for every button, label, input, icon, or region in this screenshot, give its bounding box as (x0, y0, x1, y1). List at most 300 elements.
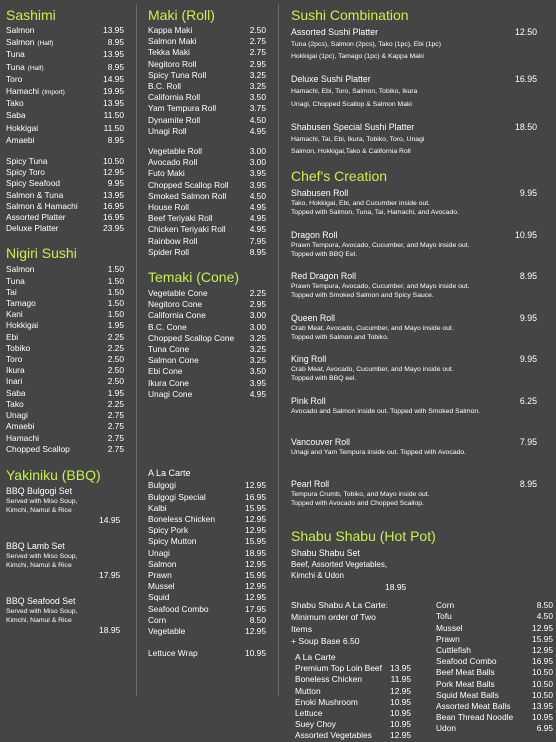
item-name: Suey Choy (295, 719, 336, 730)
menu-item (6, 399, 124, 410)
item-name: Deluxe Sushi Platter (291, 74, 371, 85)
menu-item (6, 410, 124, 421)
item-name: Chopped Scallop Roll (148, 179, 229, 190)
bbq-set (6, 596, 124, 636)
bbq-set (6, 541, 124, 581)
menu-item (148, 570, 266, 581)
item-price: 1.95 (107, 387, 124, 398)
item-name: King Roll (291, 354, 327, 365)
chef-roll-desc: Tako, Hokkigai, Ebi, and Cucumber inside out. (291, 200, 431, 208)
item-name: Toro (6, 354, 23, 365)
item-price: 1.50 (107, 286, 124, 297)
sashimi-list-2 (6, 156, 124, 234)
combo-desc: Unagi, Chopped Scallop & Salmon Maki (291, 100, 412, 108)
chef-roll-header (291, 436, 537, 448)
menu-item (6, 264, 124, 275)
item-price: 2.25 (107, 398, 124, 409)
item-name: Premium Top Loin Beef (295, 663, 382, 674)
shabu-alacarte-line: Minimum order of Two (291, 612, 376, 623)
item-name: Boneless Chicken (148, 513, 216, 524)
menu-item (6, 298, 124, 309)
section-title-yakiniku: Yakiniku (BBQ) (6, 466, 101, 483)
chef-roll-item (291, 353, 537, 395)
item-name: Squid Meat Balls (436, 689, 499, 700)
chef-roll-desc: Topped with BBQ Eel. (291, 250, 358, 258)
column-middle (148, 0, 266, 659)
shabu-alacarte-left (291, 599, 431, 741)
menu-item (6, 178, 124, 189)
menu-item (148, 389, 266, 400)
item-price: 12.95 (245, 480, 266, 491)
menu-item (295, 719, 411, 730)
item-price: 3.00 (249, 146, 266, 157)
item-price: 19.95 (103, 86, 124, 97)
item-price: 2.50 (249, 25, 266, 35)
item-price: 3.50 (249, 92, 266, 103)
item-price: 4.50 (249, 114, 266, 125)
item-name: Vancouver Roll (291, 437, 351, 448)
item-name: Smoked Salmon Roll (148, 190, 227, 201)
item-name: Udon (436, 723, 457, 734)
item-name: Salmon Maki (148, 36, 197, 47)
column-divider (136, 4, 137, 696)
menu-item (6, 110, 124, 122)
shabu-set-name: Shabu Shabu Set (291, 548, 360, 559)
item-name: Mutton (295, 685, 321, 696)
item-price: 1.95 (107, 320, 124, 331)
menu-item (148, 514, 266, 525)
item-price: 15.95 (245, 502, 266, 513)
item-name: Tuna (6, 49, 25, 60)
item-name: Vegetable Cone (148, 288, 208, 299)
menu-item (6, 86, 124, 98)
item-name: Toro (6, 73, 23, 84)
item-name: Bulgogi (148, 480, 176, 491)
bbq-set-desc: Kimchi, Namul & Rice (6, 561, 72, 569)
item-price: 8.95 (519, 271, 537, 282)
item-name: Inari (6, 376, 23, 387)
item-name: Yam Tempura Roll (148, 103, 217, 114)
section-title-maki: Maki (Roll) (148, 7, 215, 23)
item-price: 12.95 (245, 558, 266, 569)
item-name: Unagi (148, 547, 170, 558)
item-name: Chopped Scallop (6, 443, 70, 454)
item-price: 18.95 (245, 547, 266, 558)
item-price: 2.75 (107, 432, 124, 443)
section-title-sashimi: Sashimi (6, 7, 56, 23)
column-right (291, 0, 553, 741)
alacarte-list (148, 480, 266, 637)
menu-item (148, 70, 266, 81)
item-name: Enoki Mushroom (295, 696, 358, 707)
menu-item (6, 135, 124, 147)
chef-roll-item (291, 395, 537, 437)
shabu-alacarte-line: Items (291, 624, 313, 635)
item-name: Assorted Platter (6, 212, 66, 223)
item-price: 9.95 (519, 312, 537, 323)
item-price: 3.00 (249, 310, 266, 321)
menu-item (6, 354, 124, 365)
menu-item (148, 191, 266, 202)
menu-item (295, 686, 411, 697)
menu-item (6, 444, 124, 455)
item-name: Vegetable Roll (148, 146, 203, 157)
item-name: Chopped Scallop Cone (148, 332, 235, 343)
menu-item (6, 212, 124, 223)
item-price: 16.95 (514, 74, 537, 85)
menu-item (6, 320, 124, 331)
menu-item (6, 365, 124, 376)
item-name: Assorted Sushi Platter (291, 27, 379, 37)
item-name: Queen Roll (291, 312, 336, 323)
chef-roll-header (291, 312, 537, 324)
item-name: Tuna Cone (148, 344, 190, 355)
item-name: Chicken Teriyaki Roll (148, 224, 226, 235)
bbq-set-desc: Served with Miso Soup, (6, 552, 78, 560)
item-name: Bean Thread Noodle (436, 712, 514, 723)
item-name: Tofu (436, 611, 452, 622)
item-name: Spicy Mutton (148, 536, 197, 547)
menu-item (148, 333, 266, 344)
menu-item (6, 49, 124, 61)
menu-item (6, 388, 124, 399)
item-name: California Roll (148, 92, 201, 103)
menu-item (148, 81, 266, 92)
item-price: 3.25 (249, 332, 266, 343)
menu-item (6, 287, 124, 298)
bbq-set (6, 486, 124, 526)
item-name: Ebi Cone (148, 366, 183, 377)
item-name: Prawn (148, 569, 172, 580)
menu-item (148, 548, 266, 559)
item-price: 3.95 (249, 168, 266, 179)
item-price: 2.25 (107, 342, 124, 353)
item-price: 2.75 (107, 421, 124, 432)
menu-item (295, 730, 411, 741)
shabu-right-list (436, 600, 553, 734)
menu-item (148, 103, 266, 114)
item-price: 3.25 (249, 81, 266, 92)
item-name: Tai (6, 286, 17, 297)
item-price: 10.95 (390, 696, 411, 707)
combo-header (291, 121, 537, 133)
menu-item (148, 310, 266, 321)
chef-roll-item (291, 312, 537, 354)
item-name: Salmon (6, 25, 35, 35)
sashimi-list (6, 25, 124, 147)
menu-item (148, 180, 266, 191)
item-name: Corn (148, 614, 167, 625)
item-price: 2.25 (107, 331, 124, 342)
chef-roll-item (291, 478, 537, 520)
bbq-set-name: BBQ Bulgogi Set (6, 485, 73, 496)
shabu-set-desc: Kimchi & Udon (291, 571, 344, 581)
item-price: 1.50 (107, 264, 124, 275)
item-price: 10.95 (532, 712, 553, 723)
item-name: Tekka Maki (148, 47, 190, 58)
menu-item (6, 421, 124, 432)
item-name: Spicy Tuna (6, 156, 48, 167)
item-name: Bulgogi Special (148, 491, 206, 502)
combo-header (291, 73, 537, 85)
menu-item (6, 98, 124, 110)
item-price: 11.50 (103, 110, 124, 121)
bbq-set-name: BBQ Lamb Set (6, 540, 65, 551)
item-name: California Cone (148, 310, 206, 321)
chef-roll-desc: Topped with Avocado and Chopped Scallop. (291, 499, 424, 507)
item-name: House Roll (148, 202, 189, 213)
item-name: Assorted Meat Balls (436, 701, 511, 712)
item-price: 16.95 (245, 491, 266, 502)
chef-roll-desc: Unagi and Yam Tempura inside out. Topped with Avocado. (291, 449, 467, 457)
menu-item (6, 62, 124, 74)
menu-item (148, 366, 266, 377)
item-price: 4.50 (536, 611, 553, 622)
item-price: 6.25 (519, 395, 537, 406)
menu-item (148, 480, 266, 491)
item-price: 8.95 (249, 246, 266, 257)
item-name: Tako (6, 98, 24, 109)
item-price: 13.95 (390, 663, 411, 674)
menu-item (436, 712, 553, 723)
item-name: Spicy Toro (6, 167, 45, 178)
menu-item (148, 503, 266, 514)
item-price: 2.75 (249, 36, 266, 47)
combo-desc: Tuna (2pcs), Salmon (2pcs), Tako (1pc), Ebi (1pc) (291, 41, 441, 48)
menu-item (436, 679, 553, 690)
item-name: Spicy Tuna Roll (148, 69, 207, 80)
item-price: 11.50 (103, 122, 124, 133)
item-name: Vegetable (148, 625, 186, 636)
menu-item (6, 74, 124, 86)
item-price: 15.95 (245, 536, 266, 547)
menu-item (148, 322, 266, 333)
bbq-set-desc: Kimchi, Namul & Rice (6, 506, 72, 514)
bbq-set-name: BBQ Seafood Set (6, 595, 76, 606)
item-name: Saba (6, 387, 26, 398)
combo-header (291, 26, 537, 38)
item-name: Boneless Chicken (295, 674, 363, 685)
item-price: 10.50 (103, 156, 124, 167)
menu-item (148, 157, 266, 168)
item-price: 12.95 (103, 167, 124, 178)
bbq-set-desc: Served with Miso Soup, (6, 607, 78, 615)
menu-item (436, 723, 553, 734)
item-price: 2.95 (249, 58, 266, 69)
item-price: 3.00 (249, 321, 266, 332)
item-price: 3.25 (249, 69, 266, 80)
menu-item (148, 168, 266, 179)
section-title-combination: Sushi Combination (291, 7, 409, 23)
item-name: Squid (148, 592, 170, 603)
bbq-set-desc: Kimchi, Namul & Rice (6, 616, 72, 624)
menu-item (148, 355, 266, 366)
item-price: 2.95 (249, 299, 266, 310)
item-price: 2.50 (107, 376, 124, 387)
bbq-set-price: 18.95 (99, 624, 121, 635)
combo-desc: Hokkigai (1pc), Tamago (1pc) & Kappa Maki (291, 53, 424, 61)
menu-item (148, 604, 266, 615)
menu-item: Lettuce Wrap 10.95 (148, 648, 266, 659)
item-name: Tuna (6, 275, 25, 286)
item-price: 12.95 (390, 685, 411, 696)
item-name: Hamachi (Import) (6, 86, 65, 97)
item-price: 2.75 (249, 47, 266, 58)
item-price: 12.95 (245, 625, 266, 636)
bbq-set-price: 14.95 (99, 514, 121, 525)
menu-item (295, 663, 411, 674)
maki-list-2 (148, 146, 266, 258)
item-price: 4.95 (249, 213, 266, 224)
item-name: Hokkigai (6, 122, 39, 133)
item-price: 16.95 (532, 656, 553, 667)
item-name: Kappa Maki (148, 25, 193, 35)
item-price: 13.95 (532, 701, 553, 712)
item-price: 8.50 (249, 614, 266, 625)
item-price: 2.50 (107, 365, 124, 376)
item-name: Dragon Roll (291, 229, 338, 240)
item-price: 10.95 (390, 719, 411, 730)
section-title-chefs: Chef's Creation (291, 168, 388, 185)
item-name: Salmon Cone (148, 355, 199, 366)
item-name: Unagi Roll (148, 125, 187, 136)
item-price: 14.95 (103, 73, 124, 84)
menu-item (148, 492, 266, 503)
item-price: 3.50 (249, 366, 266, 377)
item-name: Spider Roll (148, 246, 189, 257)
menu-item (6, 433, 124, 444)
item-name: Mussel (436, 622, 463, 633)
item-name: Salmon (Half) (6, 37, 54, 48)
item-name: Pearl Roll (291, 478, 330, 489)
item-name: Tako (6, 398, 24, 409)
chef-roll-item (291, 436, 537, 478)
menu-item (6, 25, 124, 37)
menu-item (295, 674, 411, 685)
shabu-alacarte-title: A La Carte (295, 652, 336, 663)
item-name: Spicy Seafood (6, 178, 61, 189)
menu-item (148, 213, 266, 224)
menu-item (148, 59, 266, 70)
combo-desc: Hamachi, Tai, Ebi, Ikura, Tobiko, Toro, Unagi (291, 135, 425, 143)
menu-item (148, 115, 266, 126)
section-title-shabu: Shabu Shabu (Hot Pot) (291, 528, 436, 545)
item-price: 8.95 (519, 478, 537, 489)
bbq-set-desc: Served with Miso Soup, (6, 497, 78, 505)
item-name: Futo Maki (148, 168, 185, 179)
maki-list (148, 25, 266, 137)
item-name: Pink Roll (291, 395, 326, 406)
item-name: Dynamite Roll (148, 114, 201, 125)
item-name: Negitoro Roll (148, 58, 197, 69)
item-price: 8.95 (107, 61, 124, 72)
item-name: B.C. Cone (148, 321, 187, 332)
menu-item (6, 37, 124, 49)
menu-item (436, 600, 553, 611)
chef-roll-header (291, 187, 537, 199)
item-price: 13.95 (103, 98, 124, 109)
item-price: 2.75 (107, 443, 124, 454)
combo-item (291, 121, 537, 156)
menu-item (6, 309, 124, 320)
item-price: 13.95 (103, 25, 124, 35)
item-price: 10.50 (532, 678, 553, 689)
item-price: 23.95 (103, 223, 124, 234)
item-name: Tobiko (6, 342, 31, 353)
item-name: Hamachi (6, 432, 40, 443)
shabu-set-desc: Beef, Assorted Vegetables, (291, 560, 388, 570)
menu-item (436, 701, 553, 712)
chef-roll-header (291, 229, 537, 241)
item-name: Shabusen Roll (291, 188, 349, 199)
menu-item (148, 247, 266, 258)
item-name: Salmon (6, 264, 35, 275)
item-price: 1.50 (107, 298, 124, 309)
item-price: 8.95 (107, 37, 124, 48)
item-price: 8.50 (536, 600, 553, 611)
item-name: Salmon & Tuna (6, 189, 64, 200)
combination-list (291, 26, 537, 156)
menu-item (295, 697, 411, 708)
menu-item (6, 123, 124, 135)
item-name: Saba (6, 110, 26, 121)
item-price: 4.95 (249, 202, 266, 213)
menu-item (6, 376, 124, 387)
item-price: 2.50 (107, 354, 124, 365)
item-name: Prawn (436, 633, 460, 644)
item-price: 3.00 (249, 157, 266, 168)
shabu-alacarte-right (436, 600, 553, 734)
item-price: 12.95 (532, 645, 553, 656)
item-price: 6.95 (536, 723, 553, 734)
combo-desc: Hamachi, Ebi, Toro, Salmon, Tobiko, Ikura (291, 88, 418, 96)
item-name: Ebi (6, 331, 19, 342)
item-name: Kalbi (148, 502, 167, 513)
chefs-list (291, 187, 537, 519)
item-name: Ikura Cone (148, 377, 189, 388)
chef-roll-desc: Prawn Tempura, Avocado, Cucumber, and Mayo inside out. (291, 241, 470, 249)
menu-item (148, 378, 266, 389)
chef-roll-desc: Prawn Tempura, Avocado, Cucumber, and Mayo inside out. (291, 283, 470, 291)
item-name: Salmon (148, 558, 177, 569)
item-price: 12.95 (245, 525, 266, 536)
menu-item (148, 536, 266, 547)
item-price: 12.95 (390, 730, 411, 741)
item-name: Rainbow Roll (148, 235, 198, 246)
item-price: 1.50 (107, 275, 124, 286)
nigiri-list (6, 264, 124, 454)
item-name: Mussel (148, 581, 175, 592)
menu-item (148, 146, 266, 157)
menu-item (148, 202, 266, 213)
chef-roll-desc: Tempura Crumb, Tobiko, and Mayo inside out. (291, 490, 430, 498)
shabu-set-price: 18.95 (385, 582, 407, 593)
item-price: 9.95 (107, 178, 124, 189)
menu-item (436, 656, 553, 667)
column-divider (278, 4, 279, 696)
item-price: 9.95 (519, 354, 537, 365)
temaki-list (148, 288, 266, 400)
chef-roll-header (291, 478, 537, 490)
menu-item (436, 690, 553, 701)
item-name: Spicy Pork (148, 525, 189, 536)
item-name: Assorted Vegetables (295, 730, 372, 741)
item-note: (Import) (42, 89, 65, 97)
chef-roll-header (291, 270, 537, 282)
shabu-alacarte-block (291, 599, 553, 741)
item-name: Seafood Combo (148, 603, 209, 614)
menu-item (148, 224, 266, 235)
